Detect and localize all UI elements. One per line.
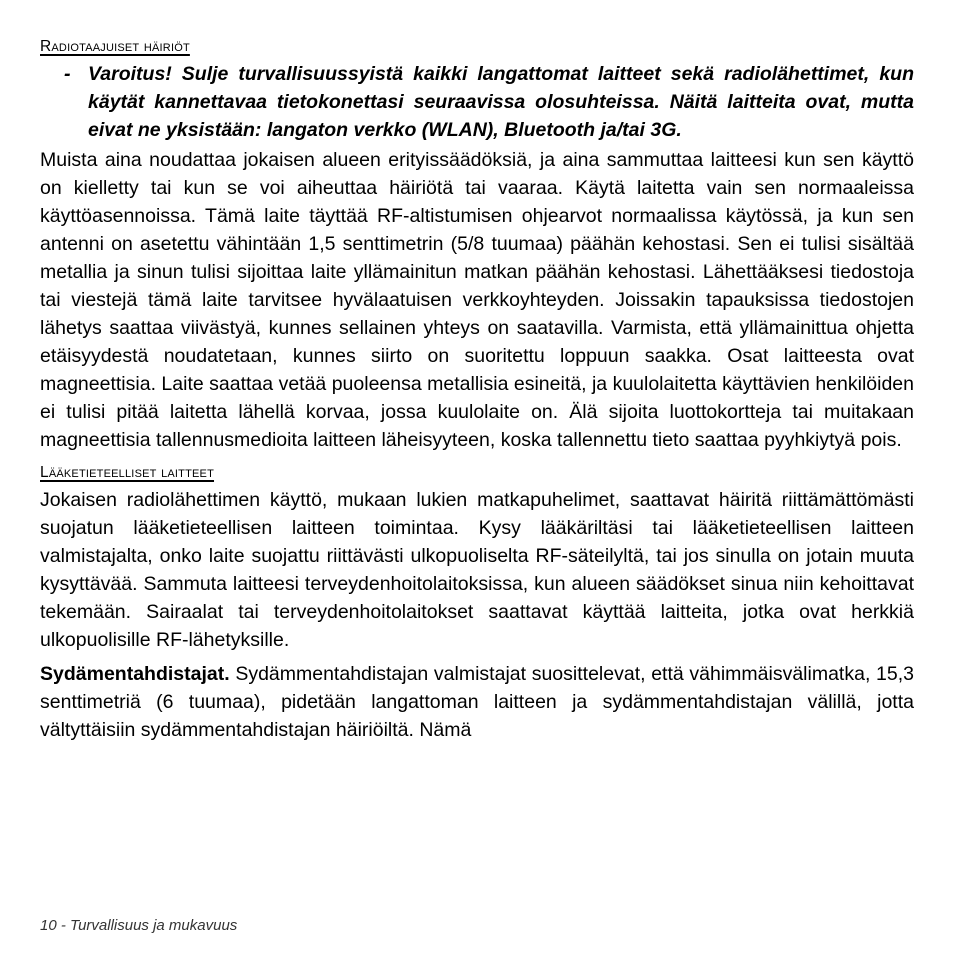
paragraph-pacemakers <box>40 660 914 744</box>
document-page <box>40 36 914 750</box>
page-footer: 10 - Turvallisuus ja mukavuus <box>40 917 238 934</box>
section-heading-radio-interference: Radiotaajuiset häiriöt <box>40 38 190 55</box>
pacemaker-text: Sydämmentahdistajan valmistajat suosittelevat, että vähimmäisvälimatka, 15,3 senttimetriä (6 tuumaa), pidetään langattoman laitteen ja sydämmentahdistajan välillä, jotta vältyttäisiin sydämmentahdistajan häiriöiltä. Nämä <box>40 663 914 741</box>
section-heading-medical-devices: Lääketieteelliset laitteet <box>40 464 215 481</box>
paragraph-radio-interference: Muista aina noudattaa jokaisen alueen erityissäädöksiä, ja aina sammuttaa laitteesi kun sen käyttö on kielletty tai kun se voi aiheuttaa häiriötä tai vaaraa. Käytä laitetta vain sen normaaleissa käyttöasennoissa. Tämä laite täyttää RF-altistumisen ohjearvot normaalissa käytössä, ja kun sen antenni on asetettu vähintään 1,5 senttimetrin (5/8 tuumaa) päähän kehostasi. Sen ei tulisi sisältää metallia ja sinun tulisi sijoittaa laite yllämainitun matkan päähän kehostasi. Lähettääksesi tiedostoja tai viestejä tämä laite tarvitsee hyvälaatuisen verkkoyhteyden. Joissakin tapauksissa tiedostojen lähetys saattaa viivästyä, kunnes sellainen yhteys on saatavilla. Varmista, että yllämainittua ohjetta etäisyydestä noudatetaan, kunnes siirto on suoritettu loppuun saakka. Osat laitteesta ovat magneettisia. Laite saattaa vetää puoleensa metallisia esineitä, ja kuulolaitetta käyttävien henkilöiden ei tulisi pitää laitetta lähellä korvaa, jossa kuulolaite on. Älä sijoita luottokortteja tai muitakaan magneettisia tallennusmedioita laitteen läheisyyteen, koska tallennettu tieto saattaa pyyhkiytyä pois. <box>40 149 914 451</box>
pacemaker-lead: Sydämentahdistajat. <box>40 663 230 685</box>
bullet-dash: - <box>64 63 71 85</box>
paragraph-medical-devices: Jokaisen radiolähettimen käyttö, mukaan lukien matkapuhelimet, saattavat häiritä riittämättömästi suojatun lääketieteellisen laitteen toimintaa. Kysy lääkäriltäsi tai lääketieteellisen laitteen valmistajalta, onko laite suojattu riittävästi ulkopuoliselta RF-säteilyltä, tai jos sinulla on jotain muuta kysyttävää. Sammuta laitteesi terveydenhoitolaitoksissa, kun alueen säädökset sinua niin kehoittavat tekemään. Sairaalat tai terveydenhoitolaitokset saattavat käyttää laitteita, jotka ovat herkkiä ulkopuolisille RF-lähetyksille. <box>40 489 914 651</box>
warning-bullet <box>40 60 914 144</box>
warning-text: Varoitus! Sulje turvallisuussyistä kaikki langattomat laitteet sekä radiolähettimet, kun käytät kannettavaa tietokonettasi seuraavissa olosuhteissa. Näitä laitteita ovat, mutta eivat ne yksistään: langaton verkko (WLAN), Bluetooth ja/tai 3G. <box>88 63 914 141</box>
